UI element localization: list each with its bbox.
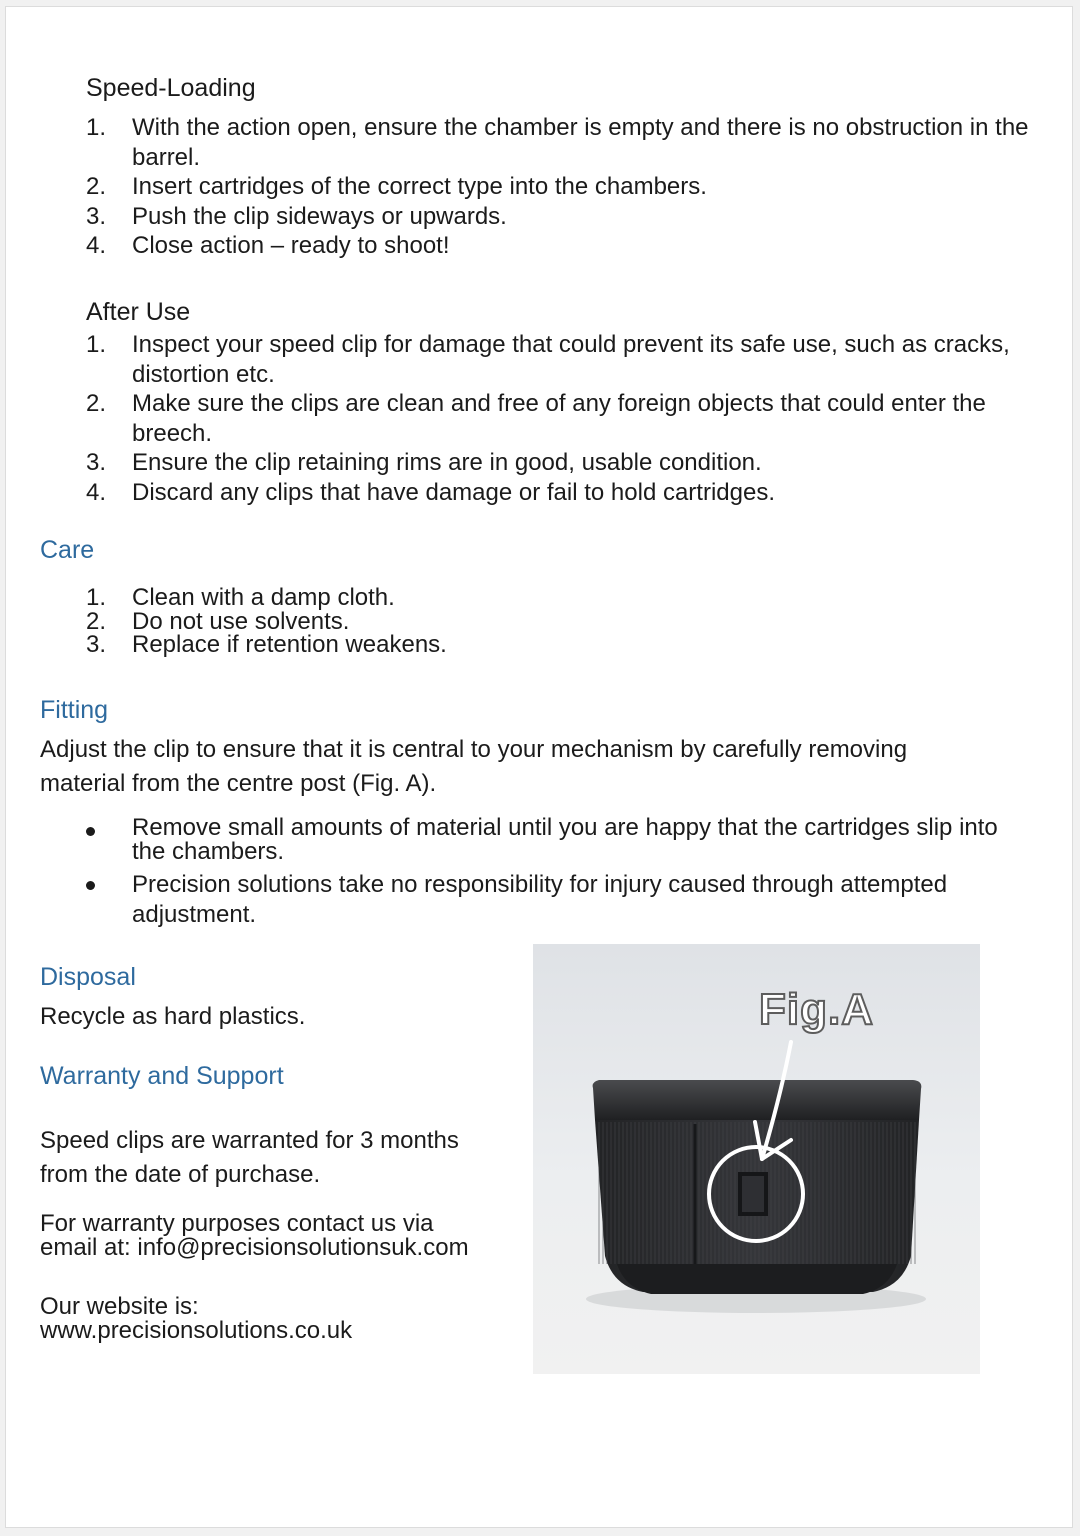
fitting-bullets (86, 816, 1016, 929)
warranty-contact: For warranty purposes contact us via email at: info@precisionsolutionsuk.com (40, 1210, 469, 1261)
list-item: 3. Ensure the clip retaining rims are in good, usable condition. (86, 449, 762, 476)
list-item: 1. Clean with a damp cloth. (86, 584, 395, 611)
fitting-intro: Adjust the clip to ensure that it is central to your mechanism by carefully removing material from the centre post (Fig. A). (40, 736, 908, 797)
care-steps (86, 586, 1016, 657)
disposal-heading: Disposal (40, 963, 136, 991)
list-item: 2. Do not use solvents. (86, 607, 350, 635)
list-item: 3. Push the clip sideways or upwards. (86, 202, 507, 230)
figure-label: Fig.A (759, 985, 874, 1034)
website-info: Our website is: www.precisionsolutions.co.uk (40, 1293, 353, 1344)
list-item: 4. Discard any clips that have damage or fail to hold cartridges. (86, 478, 775, 506)
warranty-period: Speed clips are warranted for 3 months from the date of purchase. (40, 1127, 459, 1188)
list-item: 3. Replace if retention weakens. (86, 631, 447, 658)
figure-a-photo (533, 944, 980, 1374)
disposal-text: Recycle as hard plastics. (40, 1003, 306, 1030)
list-item: 4. Close action – ready to shoot! (86, 232, 450, 259)
list-item: Remove small amounts of material until you are happy that the cartridges slip into the chambers. (86, 816, 1016, 863)
speed-clip-photo (533, 944, 980, 1374)
after-use-steps (86, 330, 1016, 507)
speed-loading-steps (86, 113, 1036, 261)
speed-loading-title: Speed-Loading (86, 74, 256, 102)
list-item: 1. Inspect your speed clip for damage that could prevent its safe use, such as cracks, distortion etc. (86, 331, 1010, 388)
after-use-title: After Use (86, 298, 191, 326)
bullet-icon (86, 827, 95, 836)
list-item: 2. Insert cartridges of the correct type into the chambers. (86, 173, 707, 200)
website-url: www.precisionsolutions.co.uk (40, 1316, 353, 1344)
bullet-icon (86, 881, 95, 890)
list-item: 2. Make sure the clips are clean and free of any foreign objects that could enter the breech. (86, 390, 986, 447)
fitting-heading: Fitting (40, 696, 109, 724)
list-item: 1. With the action open, ensure the chamber is empty and there is no obstruction in the barrel. (86, 114, 1029, 171)
warranty-heading: Warranty and Support (40, 1062, 284, 1090)
care-heading: Care (40, 536, 95, 564)
contact-email: email at: info@precisionsolutionsuk.com (40, 1233, 469, 1261)
list-item: Precision solutions take no responsibility for injury caused through attempted adjustment. (86, 870, 1016, 929)
